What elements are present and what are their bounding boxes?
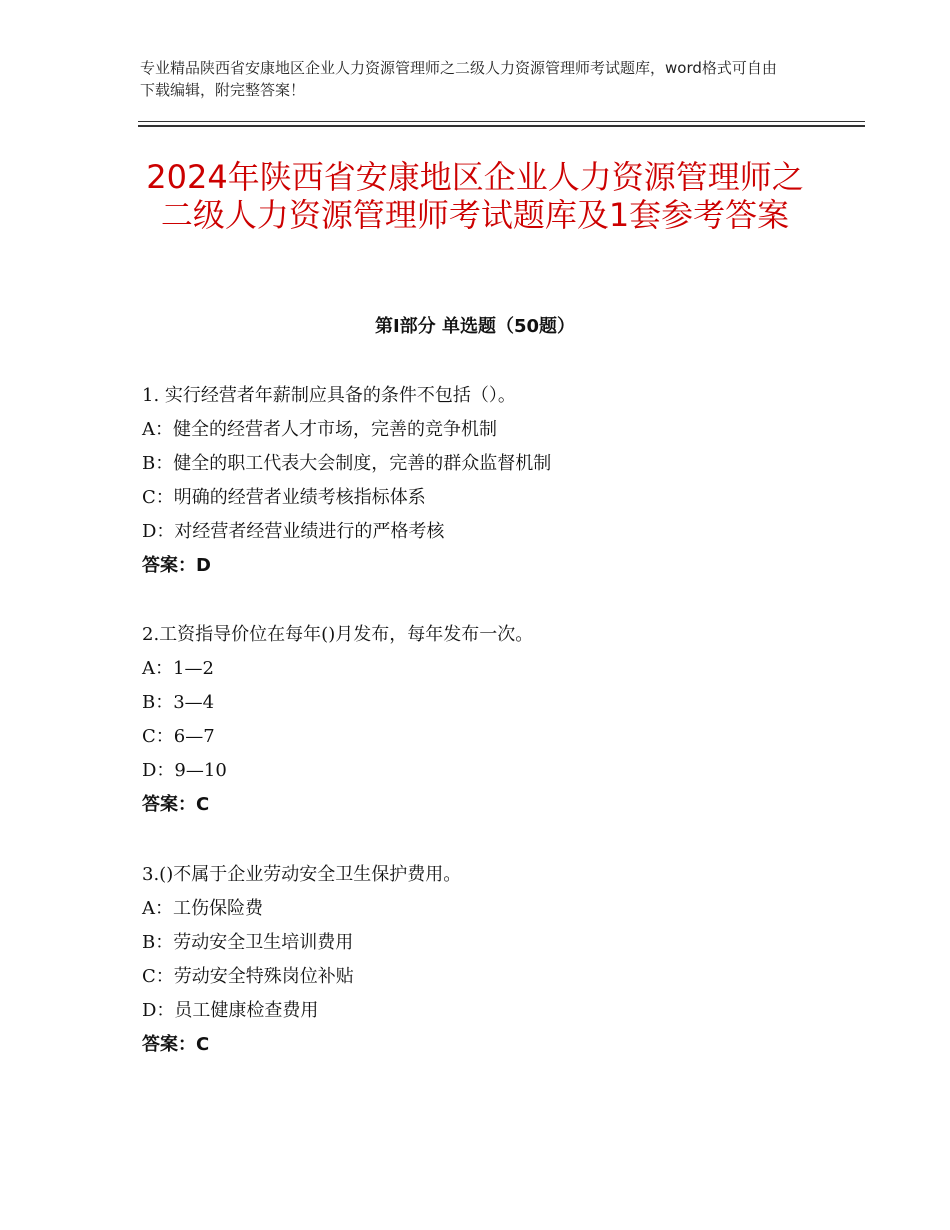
header-rule-thin: [138, 121, 865, 122]
question-3: [142, 858, 842, 1062]
question-stem: 1. 实行经营者年薪制应具备的条件不包括（）。: [142, 385, 516, 406]
question-stem: 2.工资指导价位在每年()月发布，每年发布一次。: [142, 624, 534, 645]
document-title: 2024年陕西省安康地区企业人力资源管理师之二级人力资源管理师考试题库及1套参考答案: [146, 158, 804, 234]
option-c: C：6—7: [142, 726, 215, 747]
option-b: B：健全的职工代表大会制度，完善的群众监督机制: [142, 453, 552, 474]
question-2: [142, 618, 842, 822]
option-a: A：工伤保险费: [142, 898, 263, 919]
header-rule-thick: [138, 125, 865, 127]
option-b: B：劳动安全卫生培训费用: [142, 932, 354, 953]
answer: 答案：D: [142, 555, 211, 576]
option-d: D：对经营者经营业绩进行的严格考核: [142, 521, 445, 542]
option-a: A：1—2: [142, 658, 214, 679]
answer: 答案：C: [142, 1034, 210, 1055]
option-c: C：劳动安全特殊岗位补贴: [142, 966, 354, 987]
answer: 答案：C: [142, 794, 210, 815]
option-a: A：健全的经营者人才市场，完善的竞争机制: [142, 419, 497, 440]
question-stem: 3.()不属于企业劳动安全卫生保护费用。: [142, 864, 462, 885]
option-c: C：明确的经营者业绩考核指标体系: [142, 487, 426, 508]
header-note: 专业精品陕西省安康地区企业人力资源管理师之二级人力资源管理师考试题库，word格式可自由下载编辑，附完整答案！: [140, 59, 777, 99]
section-heading: 第Ⅰ部分 单选题（50题）: [374, 316, 575, 337]
option-d: D：员工健康检查费用: [142, 1000, 319, 1021]
option-b: B：3—4: [142, 692, 215, 713]
option-d: D：9—10: [142, 760, 227, 781]
question-1: [142, 379, 842, 583]
